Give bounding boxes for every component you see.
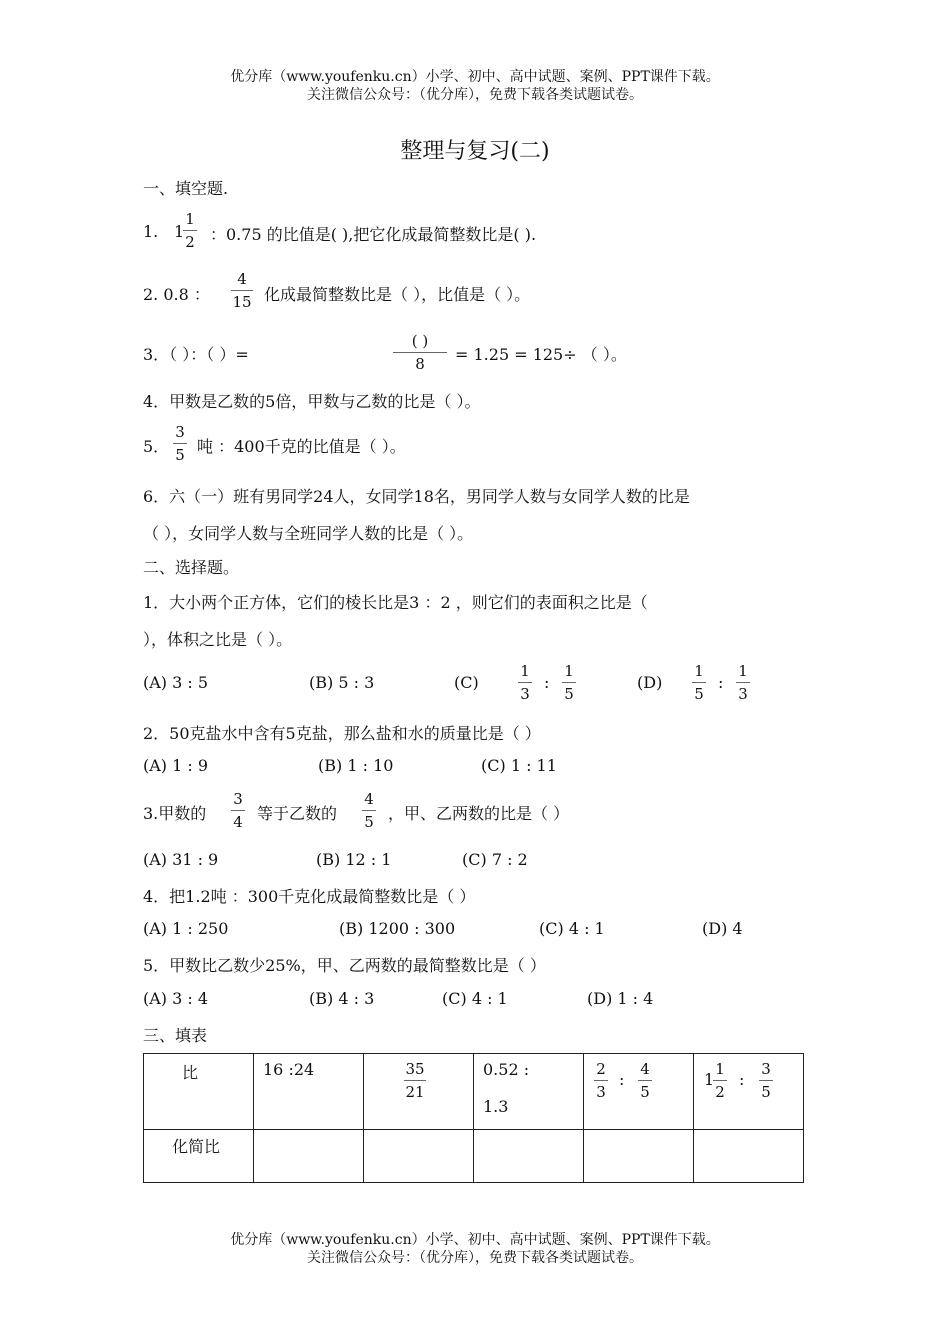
ratio-table [143,1053,804,1183]
s2-q5-opt-a: (A) 3 : 4 [143,989,209,1008]
row-label-simplified: 化简比 [172,1137,221,1156]
s2-q2-opt-a: (A) 1 : 9 [143,756,209,775]
s2-q5-opt-b: (B) 4 : 3 [309,989,375,1008]
s2-q3-mid: 等于乙数的 [257,804,338,823]
s1-q3-suffix: = 1.25 = 125÷ （ ）。 [455,345,627,364]
s2-q1-opt-c-fraction-1 [518,664,532,702]
s1-q2-text: 化成最简整数比是（ ），比值是（ ）。 [264,285,531,304]
s1-q5-text: 吨 ：400千克的比值是（ ）。 [197,437,406,456]
s2-q5-opt-c: (C) 4 : 1 [442,989,508,1008]
fraction-denominator: 2 [715,1083,725,1101]
fraction-numerator: 1 [738,662,748,680]
s2-q1-line1: 1．大小两个正方体，它们的棱长比是3 ：2 ，则它们的表面积之比是（ [143,593,648,612]
fraction-numerator: 4 [640,1060,650,1078]
cell-ratio-1: 16 :24 [263,1060,315,1079]
fraction-denominator: 5 [564,685,574,703]
fraction-numerator: 4 [364,790,374,808]
fraction-numerator: 1 [520,662,530,680]
answer-cell-3 [474,1130,584,1183]
s2-q3-suffix: ，甲、乙两数的比是（ ） [388,804,570,823]
s2-q1-line2: ），体积之比是（ ）。 [143,630,293,649]
table-row-simplified [144,1130,804,1183]
cell-ratio-3-line1: 0.52 : [483,1060,530,1079]
fraction-denominator: 4 [233,813,243,831]
table-cell-label-simplified [144,1130,254,1183]
table-cell-5 [694,1054,804,1130]
cell-fraction-35-21 [404,1062,426,1100]
s2-q5: 5．甲数比乙数少25%，甲、乙两数的最简整数比是（ ） [143,956,546,975]
fraction-denominator: 5 [364,813,374,831]
s2-q3-fraction-1 [231,792,245,830]
fraction-denominator: 5 [640,1083,650,1101]
s1-q1-num: 1. [143,222,159,241]
fraction-numerator: 4 [237,270,247,288]
s2-q1-opt-c-colon: : [544,673,550,692]
s1-q4: 4．甲数是乙数的5倍，甲数与乙数的比是（ ）。 [143,392,481,411]
footer-line-1: 优分库（www.youfenku.cn）小学、初中、高中试题、案例、PPT课件下载。 [230,1232,720,1248]
s1-q5-fraction [173,425,187,463]
fraction-numerator: 1 [564,662,574,680]
s2-q5-opt-d: (D) 1 : 4 [587,989,654,1008]
fraction-denominator: 3 [520,685,530,703]
s2-q1-opt-a: (A) 3 : 5 [143,673,209,692]
s2-q4-opt-b: (B) 1200 : 300 [339,919,456,938]
fraction-denominator: 5 [694,685,704,703]
s1-q1-whole: 1 [174,222,185,241]
s2-q4: 4．把1.2吨 ：300千克化成最简整数比是（ ） [143,887,476,906]
s2-q3-fraction-2 [362,792,376,830]
cell-4-fraction-1 [594,1062,608,1100]
s2-q1-opt-d-colon: : [718,673,724,692]
footer-line-2: 关注微信公众号：（优分库），免费下载各类试题试卷。 [307,1250,643,1266]
s2-q4-opt-c: (C) 4 : 1 [539,919,605,938]
answer-cell-5 [694,1130,804,1183]
s2-q3-opt-b: (B) 12 : 1 [316,850,392,869]
s1-q3-fraction [393,334,447,372]
fraction-numerator: 1 [185,210,195,228]
header-line-1: 优分库（www.youfenku.cn）小学、初中、高中试题、案例、PPT课件下载。 [230,69,720,85]
cell-4-colon: : [619,1070,625,1089]
fraction-denominator: 5 [761,1083,771,1101]
section-3-heading: 三、填表 [143,1026,208,1045]
fraction-denominator: 15 [232,293,252,311]
s2-q3-prefix: 3.甲数的 [143,804,207,823]
s2-q1-opt-d-fraction-2 [736,664,750,702]
table-cell-1 [254,1054,364,1130]
s1-q3-prefix: 3．（ ）：（ ）= [143,345,249,364]
fraction-numerator: 3 [233,790,243,808]
page-title: 整理与复习(二) [400,139,550,164]
section-1-heading: 一、填空题. [143,179,229,198]
s1-q1-text: ：0.75 的比值是( ),把它化成最简整数比是( ). [210,225,537,244]
s1-q6-line2: （ ），女同学人数与全班同学人数的比是（ ）。 [143,524,474,543]
s2-q2: 2．50克盐水中含有5克盐，那么盐和水的质量比是（ ） [143,724,541,743]
s1-q5-num: 5． [143,437,170,456]
fraction-numerator: ( ) [411,332,429,350]
s2-q3-opt-a: (A) 31 : 9 [143,850,219,869]
fraction-numerator: 1 [715,1060,725,1078]
s2-q4-opt-d: (D) 4 [702,919,743,938]
header-line-2: 关注微信公众号：（优分库），免费下载各类试题试卷。 [307,87,643,103]
fraction-denominator: 3 [596,1083,606,1101]
fraction-denominator: 8 [415,355,425,373]
table-row-ratio [144,1054,804,1130]
answer-cell-1 [254,1130,364,1183]
fraction-numerator: 2 [596,1060,606,1078]
table-cell-4 [584,1054,694,1130]
s1-q2-num: 2. 0.8 ： [143,285,210,304]
fraction-numerator: 1 [694,662,704,680]
s2-q1-opt-d-fraction-1 [692,664,706,702]
cell-4-fraction-2 [638,1062,652,1100]
s2-q1-opt-d-label: (D) [637,673,663,692]
answer-cell-2 [364,1130,474,1183]
fraction-numerator: 3 [175,423,185,441]
s2-q2-opt-b: (B) 1 : 10 [318,756,394,775]
s1-q2-fraction [231,272,253,310]
s2-q1-opt-c-fraction-2 [562,664,576,702]
s2-q2-opt-c: (C) 1 : 11 [481,756,557,775]
s1-q6-line1: 6．六（一）班有男同学24人，女同学18名，男同学人数与女同学人数的比是 [143,487,690,506]
s2-q3-opt-c: (C) 7 : 2 [462,850,528,869]
cell-5-fraction-2 [759,1062,773,1100]
cell-5-colon: : [739,1070,745,1089]
s1-q1-fraction [183,212,197,250]
cell-5-whole: 1 [704,1070,715,1089]
section-2-heading: 二、选择题。 [143,558,240,577]
row-label-ratio: 比 [182,1063,199,1082]
cell-ratio-3-line2: 1.3 [483,1097,509,1116]
answer-cell-4 [584,1130,694,1183]
s2-q1-opt-c-label: (C) [454,673,479,692]
fraction-numerator: 3 [761,1060,771,1078]
s2-q4-opt-a: (A) 1 : 250 [143,919,229,938]
table-cell-2 [364,1054,474,1130]
fraction-denominator: 3 [738,685,748,703]
fraction-denominator: 21 [405,1083,425,1101]
table-cell-label-ratio [144,1054,254,1130]
table-cell-3 [474,1054,584,1130]
fraction-denominator: 2 [185,233,195,251]
cell-5-fraction-1 [713,1062,727,1100]
s2-q1-opt-b: (B) 5 : 3 [309,673,375,692]
fraction-denominator: 5 [175,446,185,464]
fraction-numerator: 35 [405,1060,425,1078]
